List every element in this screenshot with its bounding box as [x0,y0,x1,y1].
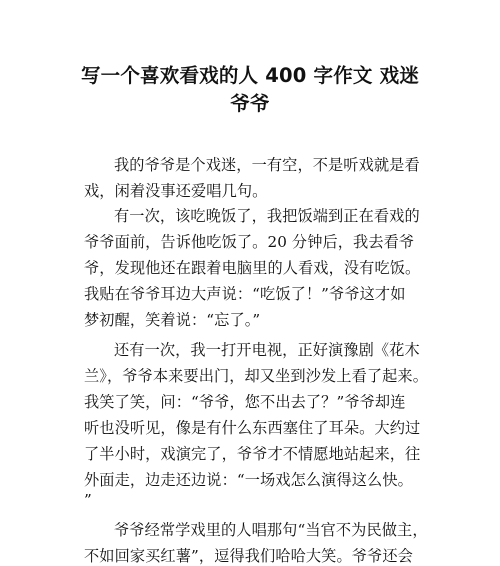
body-line: 爷爷经常学戏里的人唱那句“当官不为民做主， [114,521,428,539]
body-line: 梦初醒，笑着说：“忘了。” [84,311,261,329]
body-line: 兰》，爷爷本来要出门，却又坐到沙发上看了起来。 [84,367,429,385]
body-line: 我笑了笑，问：“爷爷，您不出去了？”爷爷却连 [84,393,406,411]
body-line: ” [84,491,92,509]
body-line: 爷，发现他还在跟着电脑里的人看戏，没有吃饭。 [84,259,421,277]
body-line: 还有一次，我一打开电视，正好演豫剧《花木 [114,341,420,359]
body-line: 有一次，该吃晚饭了，我把饭端到正在看戏的 [114,207,420,225]
body-line: 不如回家买红薯”，逗得我们哈哈大笑。爷爷还会 [84,547,413,565]
title-line-2: 爷爷 [230,92,270,115]
body-line: 我贴在爷爷耳边大声说：“吃饭了！”爷爷这才如 [84,285,406,303]
title-line-1: 写一个喜欢看戏的人 400 字作文 戏迷 [80,64,420,87]
body-line: 戏，闲着没事还爱唱几句。 [84,182,268,200]
body-line: 了半小时，戏演完了，爷爷才不情愿地站起来，往 [84,445,421,463]
body-line: 听也没听见，像是有什么东西塞住了耳朵。大约过 [84,419,421,437]
body-line: 爷爷面前，告诉他吃饭了。20 分钟后，我去看爷 [84,233,415,251]
body-line: 我的爷爷是个戏迷，一有空，不是听戏就是看 [114,156,420,174]
body-line: 外面走，边走还边说：“一场戏怎么演得这么快。 [84,471,413,489]
